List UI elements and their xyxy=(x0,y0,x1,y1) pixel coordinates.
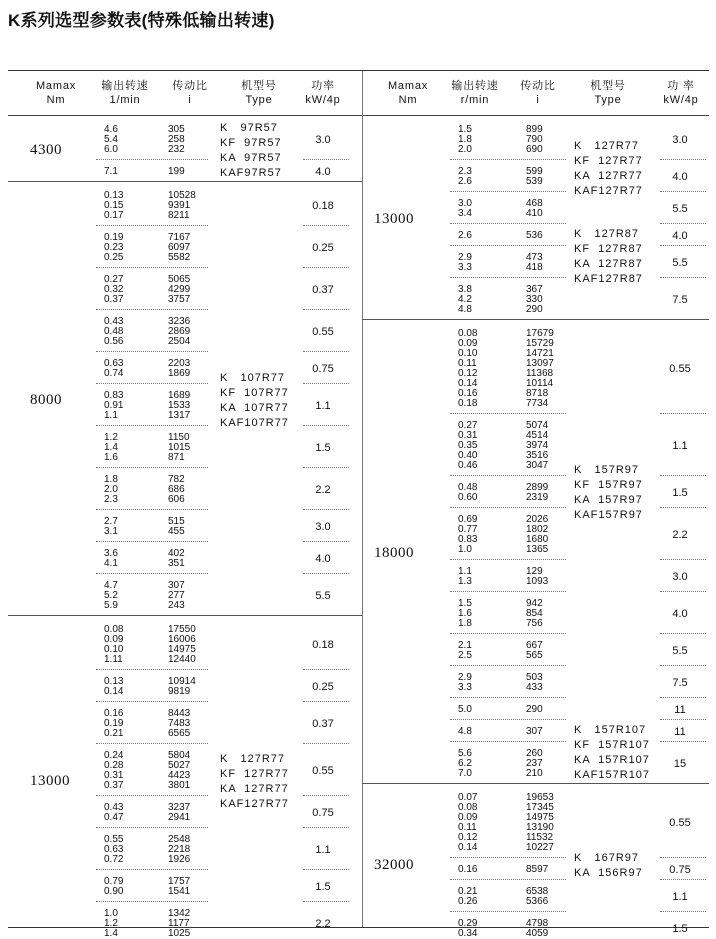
speed-cell: 1.5 1.8 2.0 xyxy=(458,124,472,155)
header-power-right: 功 率 kW/4p xyxy=(663,80,699,106)
ratio-cell: 8597 xyxy=(526,864,549,875)
power-cell: 1.1 xyxy=(672,440,688,452)
row-divider xyxy=(450,159,566,160)
speed-cell: 1.1 1.3 xyxy=(458,566,472,587)
row-divider xyxy=(96,795,208,796)
ratio-cell: 899 790 690 xyxy=(526,124,543,155)
row-divider xyxy=(96,383,208,384)
ratio-cell: 199 xyxy=(168,166,185,177)
power-cell: 0.25 xyxy=(312,681,334,693)
torque-value: 13000 xyxy=(30,773,70,789)
ratio-cell: 10914 9819 xyxy=(168,676,196,697)
speed-cell: 0.27 0.32 0.37 xyxy=(104,274,124,305)
row-divider xyxy=(660,911,706,912)
row-divider xyxy=(303,225,349,226)
power-cell: 5.5 xyxy=(315,590,331,602)
power-cell: 4.0 xyxy=(315,553,331,565)
ratio-cell: 599 539 xyxy=(526,166,543,187)
speed-cell: 0.16 xyxy=(458,864,478,875)
power-cell: 3.0 xyxy=(672,134,688,146)
row-divider xyxy=(450,879,566,880)
page-title: K系列选型参数表(特殊低输出转速) xyxy=(8,11,275,30)
row-divider xyxy=(660,665,706,666)
power-cell: 0.18 xyxy=(312,200,334,212)
header-model: 机型号 Type xyxy=(241,80,277,106)
row-divider xyxy=(96,743,208,744)
power-cell: 0.75 xyxy=(312,363,334,375)
speed-cell: 1.8 2.0 2.3 xyxy=(104,474,118,505)
ratio-cell: 2026 1802 1680 1365 xyxy=(526,514,549,555)
group-divider xyxy=(8,615,362,616)
row-divider xyxy=(96,267,208,268)
header-speed: 输出转速 1/min xyxy=(101,80,149,106)
power-cell: 0.55 xyxy=(669,363,691,375)
torque-value: 4300 xyxy=(30,142,62,158)
row-divider xyxy=(303,467,349,468)
row-divider xyxy=(660,191,706,192)
model-list: K 157R97 KF 157R97 KA 157R97 KAF157R97 xyxy=(574,464,643,521)
row-divider xyxy=(96,869,208,870)
ratio-cell: 6538 5366 xyxy=(526,886,549,907)
ratio-cell: 5804 5027 4423 3801 xyxy=(168,750,191,791)
power-cell: 4.0 xyxy=(672,230,688,242)
speed-cell: 3.6 4.1 xyxy=(104,548,118,569)
row-divider xyxy=(660,159,706,160)
row-divider xyxy=(96,669,208,670)
power-cell: 7.5 xyxy=(672,294,688,306)
model-list: K 127R77 KF 127R77 KA 127R77 KAF127R77 xyxy=(220,753,289,810)
power-cell: 0.25 xyxy=(312,242,334,254)
ratio-cell: 473 418 xyxy=(526,252,543,273)
power-cell: 5.5 xyxy=(672,257,688,269)
power-cell: 0.55 xyxy=(312,326,334,338)
row-divider xyxy=(450,741,566,742)
speed-cell: 0.43 0.48 0.56 xyxy=(104,316,124,347)
power-cell: 2.2 xyxy=(315,484,331,496)
center-divider xyxy=(362,71,363,927)
speed-cell: 0.13 0.14 xyxy=(104,676,124,697)
ratio-cell: 8443 7483 6565 xyxy=(168,708,191,739)
ratio-cell: 942 854 756 xyxy=(526,598,543,629)
speed-cell: 1.0 1.2 1.4 xyxy=(104,908,118,939)
row-divider xyxy=(303,901,349,902)
row-divider xyxy=(660,223,706,224)
speed-cell: 0.07 0.08 0.09 0.11 0.12 0.14 xyxy=(458,792,478,853)
row-divider xyxy=(96,225,208,226)
power-cell: 3.0 xyxy=(672,571,688,583)
row-divider xyxy=(660,413,706,414)
header-power: 功率 kW/4p xyxy=(305,80,341,106)
row-divider xyxy=(96,541,208,542)
ratio-cell: 1757 1541 xyxy=(168,876,191,897)
speed-cell: 0.55 0.63 0.72 xyxy=(104,834,124,865)
ratio-cell: 2203 1869 xyxy=(168,358,191,379)
power-cell: 0.55 xyxy=(669,817,691,829)
ratio-cell: 1689 1533 1317 xyxy=(168,390,191,421)
row-divider xyxy=(96,425,208,426)
torque-value: 18000 xyxy=(374,545,414,561)
speed-cell: 0.27 0.31 0.35 0.40 0.46 xyxy=(458,420,478,471)
speed-cell: 5.6 6.2 7.0 xyxy=(458,748,472,779)
speed-cell: 0.13 0.15 0.17 xyxy=(104,190,124,221)
power-cell: 1.1 xyxy=(315,400,331,412)
speed-cell: 5.0 xyxy=(458,704,472,715)
power-cell: 4.0 xyxy=(315,166,331,178)
row-divider xyxy=(96,309,208,310)
model-list: K 167R97 KA 156R97 xyxy=(574,852,643,879)
torque-value: 8000 xyxy=(30,392,62,408)
speed-cell: 2.1 2.5 xyxy=(458,640,472,661)
row-divider xyxy=(450,591,566,592)
power-cell: 1.1 xyxy=(672,891,688,903)
model-list: K 127R77 KF 127R77 KA 127R77 KAF127R77 xyxy=(574,140,643,197)
row-divider xyxy=(96,509,208,510)
row-divider xyxy=(660,741,706,742)
row-divider xyxy=(96,467,208,468)
ratio-cell: 4798 4059 xyxy=(526,918,549,939)
speed-cell: 0.48 0.60 xyxy=(458,482,478,503)
row-divider xyxy=(450,911,566,912)
row-divider xyxy=(660,245,706,246)
speed-cell: 0.08 0.09 0.10 1.11 xyxy=(104,624,124,665)
row-divider xyxy=(303,159,349,160)
row-divider xyxy=(96,573,208,574)
row-divider xyxy=(303,509,349,510)
ratio-cell: 3236 2869 2504 xyxy=(168,316,191,347)
header-divider xyxy=(8,115,709,116)
row-divider xyxy=(660,879,706,880)
power-cell: 15 xyxy=(673,758,687,770)
ratio-cell: 7167 6097 5582 xyxy=(168,232,191,263)
speed-cell: 0.79 0.90 xyxy=(104,876,124,897)
speed-cell: 3.0 3.4 xyxy=(458,198,472,219)
row-divider xyxy=(660,559,706,560)
model-list: K 97R57 KF 97R57 KA 97R57 KAF97R57 xyxy=(220,122,282,179)
speed-cell: 1.2 1.4 1.6 xyxy=(104,432,118,463)
power-cell: 4.0 xyxy=(672,171,688,183)
row-divider xyxy=(450,719,566,720)
row-divider xyxy=(96,827,208,828)
row-divider xyxy=(450,507,566,508)
power-cell: 3.0 xyxy=(315,134,331,146)
row-divider xyxy=(96,159,208,160)
ratio-cell: 667 565 xyxy=(526,640,543,661)
ratio-cell: 782 686 606 xyxy=(168,474,185,505)
row-divider xyxy=(303,267,349,268)
ratio-cell: 129 1093 xyxy=(526,566,549,587)
torque-value: 13000 xyxy=(374,211,414,227)
row-divider xyxy=(96,701,208,702)
row-divider xyxy=(660,697,706,698)
speed-cell: 1.5 1.6 1.8 xyxy=(458,598,472,629)
speed-cell: 0.29 0.34 xyxy=(458,918,478,939)
header-speed-right: 输出转速 r/min xyxy=(451,80,499,106)
power-cell: 2.2 xyxy=(315,918,331,930)
row-divider xyxy=(303,869,349,870)
speed-cell: 2.6 xyxy=(458,230,472,241)
power-cell: 2.2 xyxy=(672,529,688,541)
row-divider xyxy=(303,827,349,828)
power-cell: 1.5 xyxy=(672,487,688,499)
header-model-right: 机型号 Type xyxy=(590,80,626,106)
row-divider xyxy=(450,413,566,414)
row-divider xyxy=(303,795,349,796)
speed-cell: 2.3 2.6 xyxy=(458,166,472,187)
row-divider xyxy=(660,507,706,508)
speed-cell: 0.83 0.91 1.1 xyxy=(104,390,124,421)
header-torque-right: Mamax Nm xyxy=(387,80,429,106)
row-divider xyxy=(96,901,208,902)
speed-cell: 2.9 3.3 xyxy=(458,672,472,693)
speed-cell: 0.21 0.26 xyxy=(458,886,478,907)
speed-cell: 4.6 5.4 6.0 xyxy=(104,124,118,155)
ratio-cell: 19653 17345 14975 13190 11532 10227 xyxy=(526,792,554,853)
row-divider xyxy=(450,245,566,246)
row-divider xyxy=(660,277,706,278)
power-cell: 1.5 xyxy=(315,442,331,454)
header-ratio-right: 传动比 i xyxy=(520,80,556,106)
row-divider xyxy=(660,719,706,720)
row-divider xyxy=(450,857,566,858)
row-divider xyxy=(660,591,706,592)
row-divider xyxy=(303,573,349,574)
ratio-cell: 307 277 243 xyxy=(168,580,185,611)
ratio-cell: 10528 9391 8211 xyxy=(168,190,196,221)
power-cell: 5.5 xyxy=(672,203,688,215)
ratio-cell: 260 237 210 xyxy=(526,748,543,779)
row-divider xyxy=(450,475,566,476)
speed-cell: 0.19 0.23 0.25 xyxy=(104,232,124,263)
ratio-cell: 402 351 xyxy=(168,548,185,569)
speed-cell: 7.1 xyxy=(104,166,118,177)
speed-cell: 4.8 xyxy=(458,726,472,737)
ratio-cell: 290 xyxy=(526,704,543,715)
ratio-cell: 503 433 xyxy=(526,672,543,693)
row-divider xyxy=(450,633,566,634)
power-cell: 5.5 xyxy=(672,645,688,657)
speed-cell: 0.08 0.09 0.10 0.11 0.12 0.14 0.16 0.18 xyxy=(458,328,478,409)
row-divider xyxy=(450,665,566,666)
power-cell: 0.37 xyxy=(312,284,334,296)
power-cell: 3.0 xyxy=(315,521,331,533)
group-divider xyxy=(362,319,709,320)
speed-cell: 0.16 0.19 0.21 xyxy=(104,708,124,739)
parameter-table xyxy=(8,70,709,939)
ratio-cell: 17550 16006 14975 12440 xyxy=(168,624,196,665)
row-divider xyxy=(303,425,349,426)
power-cell: 0.75 xyxy=(312,807,334,819)
power-cell: 7.5 xyxy=(672,677,688,689)
speed-cell: 0.69 0.77 0.83 1.0 xyxy=(458,514,478,555)
row-divider xyxy=(660,857,706,858)
speed-cell: 0.43 0.47 xyxy=(104,802,124,823)
model-list: K 107R77 KF 107R77 KA 107R77 KAF107R77 xyxy=(220,372,289,429)
ratio-cell: 468 410 xyxy=(526,198,543,219)
speed-cell: 0.63 0.74 xyxy=(104,358,124,379)
ratio-cell: 2548 2218 1926 xyxy=(168,834,191,865)
row-divider xyxy=(450,697,566,698)
ratio-cell: 1342 1177 1025 xyxy=(168,908,191,939)
ratio-cell: 367 330 290 xyxy=(526,284,543,315)
power-cell: 1.5 xyxy=(672,923,688,935)
model-list: K 157R107 KF 157R107 KA 157R107 KAF157R107 xyxy=(574,724,651,781)
row-divider xyxy=(303,701,349,702)
header-ratio: 传动比 i xyxy=(172,80,208,106)
ratio-cell: 5065 4299 3757 xyxy=(168,274,191,305)
power-cell: 0.55 xyxy=(312,765,334,777)
row-divider xyxy=(450,277,566,278)
header-torque: Mamax Nm xyxy=(35,80,77,106)
group-divider xyxy=(362,783,709,784)
speed-cell: 3.8 4.2 4.8 xyxy=(458,284,472,315)
ratio-cell: 5074 4514 3974 3516 3047 xyxy=(526,420,549,471)
row-divider xyxy=(303,351,349,352)
speed-cell: 2.7 3.1 xyxy=(104,516,118,537)
row-divider xyxy=(450,223,566,224)
ratio-cell: 2899 2319 xyxy=(526,482,549,503)
speed-cell: 4.7 5.2 5.9 xyxy=(104,580,118,611)
power-cell: 0.18 xyxy=(312,639,334,651)
power-cell: 11 xyxy=(674,704,686,716)
power-cell: 11 xyxy=(674,726,686,738)
power-cell: 1.5 xyxy=(315,881,331,893)
ratio-cell: 536 xyxy=(526,230,543,241)
row-divider xyxy=(303,383,349,384)
ratio-cell: 17679 15729 14721 13097 11368 10114 8718 7734 xyxy=(526,328,554,409)
torque-value: 32000 xyxy=(374,857,414,873)
row-divider xyxy=(660,633,706,634)
row-divider xyxy=(303,309,349,310)
row-divider xyxy=(303,541,349,542)
ratio-cell: 307 xyxy=(526,726,543,737)
power-cell: 4.0 xyxy=(672,608,688,620)
speed-cell: 2.9 3.3 xyxy=(458,252,472,273)
speed-cell: 0.24 0.28 0.31 0.37 xyxy=(104,750,124,791)
row-divider xyxy=(96,351,208,352)
ratio-cell: 305 258 232 xyxy=(168,124,185,155)
row-divider xyxy=(660,475,706,476)
group-divider xyxy=(8,181,362,182)
ratio-cell: 515 455 xyxy=(168,516,185,537)
row-divider xyxy=(450,559,566,560)
row-divider xyxy=(450,191,566,192)
row-divider xyxy=(303,669,349,670)
power-cell: 0.75 xyxy=(669,864,691,876)
ratio-cell: 3237 2941 xyxy=(168,802,191,823)
power-cell: 1.1 xyxy=(315,844,331,856)
power-cell: 0.37 xyxy=(312,718,334,730)
row-divider xyxy=(303,743,349,744)
model-list: K 127R87 KF 127R87 KA 127R87 KAF127R87 xyxy=(574,228,643,285)
ratio-cell: 1150 1015 871 xyxy=(168,432,191,463)
